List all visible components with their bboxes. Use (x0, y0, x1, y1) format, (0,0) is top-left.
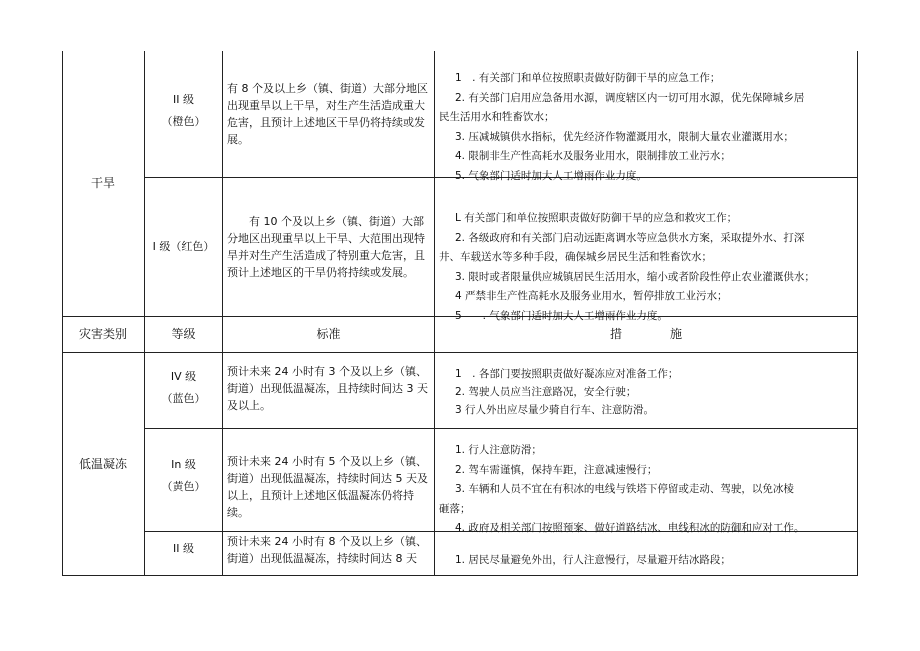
standard-text: 有 8 个及以上乡（镇、街道）大部分地区出现重旱以上干旱，对生产生活造成重大危害，且预计上述地区干旱仍将持续或发展。 (227, 82, 428, 146)
level-cell (145, 366, 222, 410)
level-cell (145, 538, 222, 560)
measure-item: 2. 驾车需谨慎，保持车距，注意减速慢行； (455, 463, 658, 476)
measure-item: 砸落； (439, 502, 471, 515)
measure-item: 3. 限时或者限量供应城镇居民生活用水，缩小或者阶段性停止农业灌溉供水； (455, 270, 815, 283)
measure-item: 井、车载送水等多种手段，确保城乡居民生活和牲畜饮水； (439, 251, 712, 263)
header-level: 等级 (171, 327, 196, 341)
level-cell (145, 89, 222, 133)
header-measures: 措 施 (609, 327, 682, 341)
measures-cell (453, 365, 857, 419)
row-divider (144, 428, 858, 429)
level-label: I 级（红色） (152, 240, 215, 253)
measure-item: 1. 行人注意防滑； (455, 444, 542, 456)
level-color: （橙色） (161, 115, 206, 128)
measure-item: 1 . 各部门要按照职责做好凝冻应对准备工作； (455, 368, 679, 380)
header-category: 灾害类别 (78, 327, 127, 341)
measures-cell (439, 69, 857, 186)
table-border-right (857, 51, 858, 576)
measure-item: 2. 各级政府和有关部门启动远距离调水等应急供水方案，采取提外水、打深 (455, 231, 805, 244)
measure-item: 民生活用水和牲畜饮水； (439, 111, 555, 123)
measures-cell (439, 209, 857, 326)
measure-item: 4 严禁非生产性高耗水及服务业用水，暂停排放工业污水； (455, 290, 728, 302)
standard-text: 有 10 个及以上乡（镇、街道）大部分地区出现重旱以上干旱、大范围出现特旱并对生产生活造成了特别重大危害，且预计上述地区的干旱仍将持续或发展。 (227, 215, 425, 279)
category-label: 低温凝冻 (78, 456, 127, 471)
standard-cell (223, 453, 434, 521)
level-cell (145, 454, 222, 498)
header-standard: 标准 (316, 327, 341, 341)
level-cell (145, 236, 222, 258)
measure-item: 1 . 有关部门和单位按照职责做好防御干旱的应急工作； (455, 72, 721, 84)
category-label: 干旱 (90, 176, 115, 190)
measures-cell (453, 551, 857, 571)
measure-item: 1. 居民尽量避免外出，行人注意慢行，尽量避开结冰路段； (455, 554, 731, 566)
table-border-bottom (62, 575, 858, 576)
category-frost (62, 353, 144, 575)
category-drought (62, 51, 144, 316)
level-color: （蓝色） (161, 392, 206, 405)
measure-item: 3. 车辆和人员不宜在有积冰的电线与铁塔下停留或走动、驾驶，以免冰棱 (455, 483, 794, 495)
level-label: II 级 (173, 542, 194, 555)
row-divider (62, 352, 858, 353)
standard-text: 预计未来 24 小时有 5 个及以上乡（镇、街道）出现低温凝冻，持续时间达 5 天及以上，且预计上述地区低温凝冻仍将持续。 (227, 455, 428, 519)
standard-text: 预计未来 24 小时有 3 个及以上乡（镇、街道）出现低温凝冻，且持续时间达 3 天及以上。 (227, 365, 428, 412)
measure-item: 2. 有关部门启用应急备用水源，调度辖区内一切可用水源，优先保障城乡居 (455, 91, 805, 104)
measure-item: 5 . 气象部门适时加大人工增雨作业力度。 (455, 309, 668, 322)
level-label: In 级 (171, 458, 196, 471)
measure-item: L 有关部门和单位按照职责做好防御干旱的应急和救灾工作； (455, 212, 738, 224)
level-label: IV 级 (170, 370, 197, 383)
measures-cell (439, 441, 857, 539)
measure-item: 2. 驾驶人员应当注意路况，安全行驶； (455, 386, 637, 398)
measure-item: 4. 限制非生产性高耗水及服务业用水，限制排放工业污水； (455, 150, 731, 162)
level-color: （黄色） (161, 480, 206, 493)
measure-item: 3 行人外出应尽量少骑自行车、注意防滑。 (455, 404, 655, 416)
level-label: II 级 (173, 93, 194, 106)
measure-item: 4. 政府及相关部门按照预案、做好道路结冰、电线积冰的防御和应对工作。 (455, 522, 805, 534)
disaster-table (62, 51, 858, 576)
standard-cell (223, 533, 434, 567)
standard-cell (223, 363, 434, 414)
measure-item: 3. 压减城镇供水指标，优先经济作物灌溉用水，限制大量农业灌溉用水； (455, 130, 794, 143)
column-divider (434, 51, 435, 576)
standard-cell (223, 80, 434, 148)
standard-text: 预计未来 24 小时有 8 个及以上乡（镇、街道）出现低温凝冻，持续时间达 8 天 (227, 535, 427, 565)
standard-cell (223, 213, 434, 281)
measure-item: 5. 气象部门适时加大人工增雨作业力度。 (455, 169, 647, 182)
